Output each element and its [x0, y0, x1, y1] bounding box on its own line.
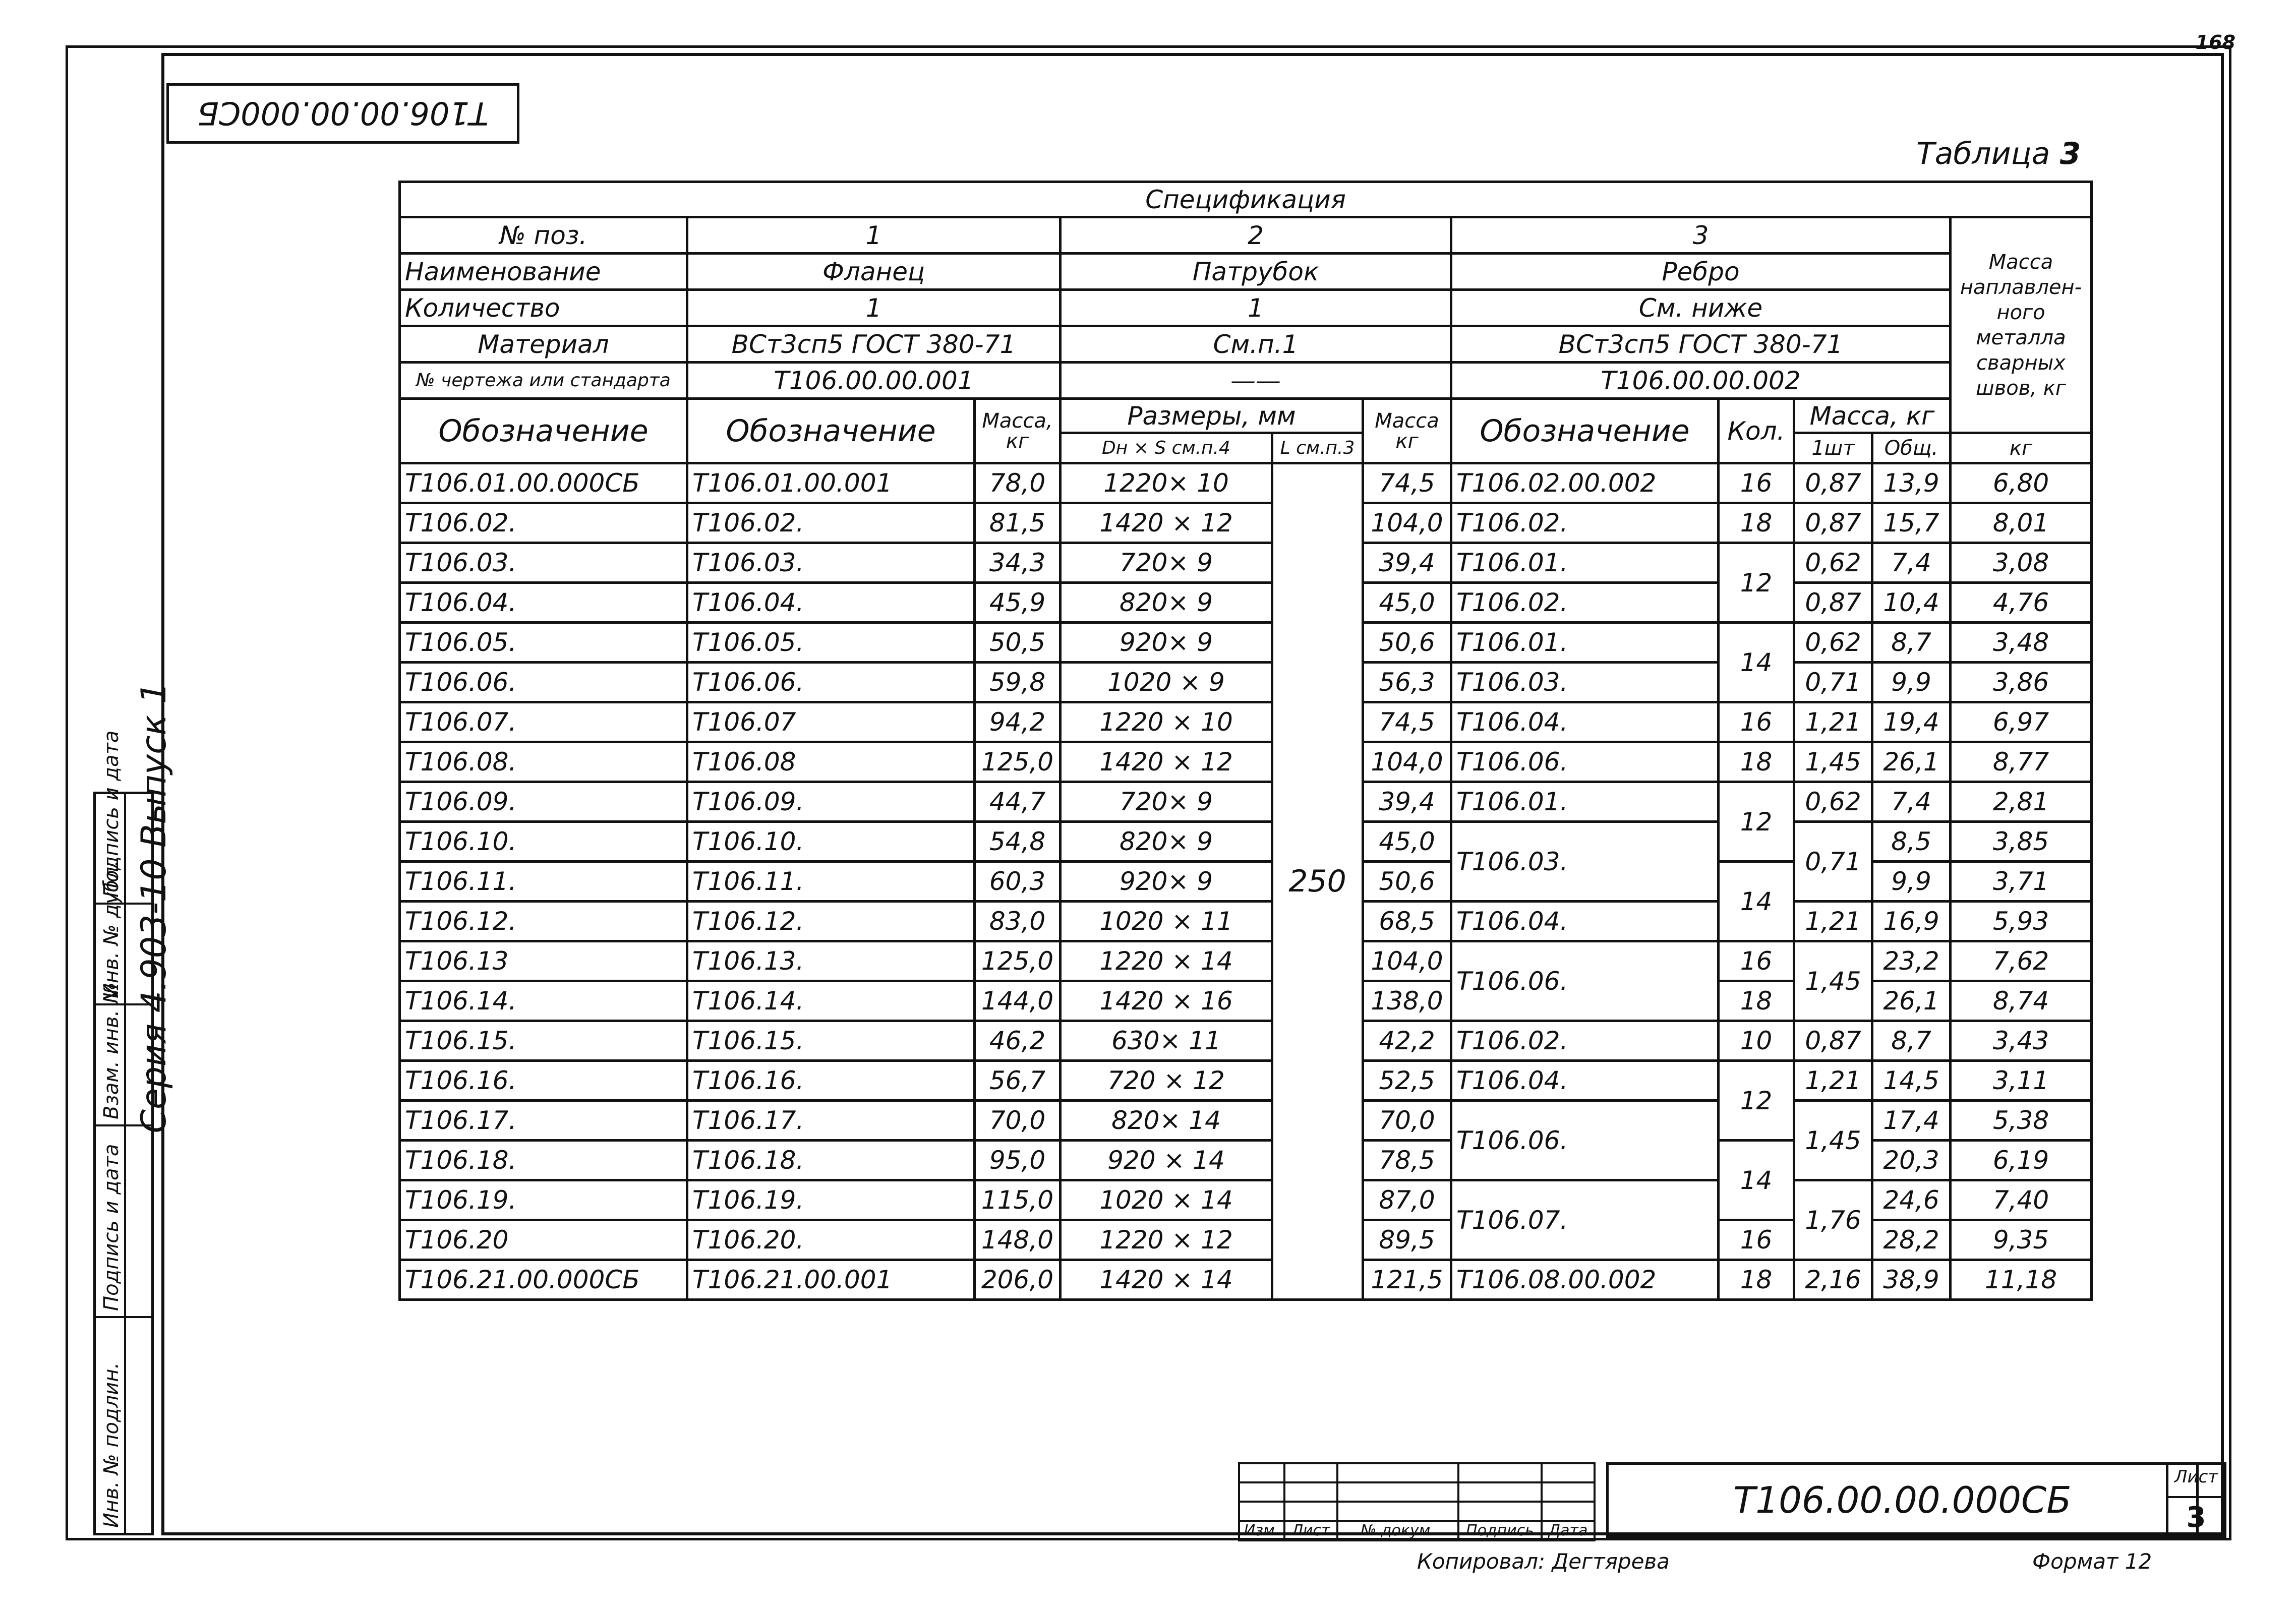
row-label-material: Материал — [400, 326, 687, 363]
rib-mass-total: 15,7 — [1872, 503, 1951, 543]
rev-header-doc: № докум. — [1337, 1521, 1458, 1540]
designation: Т106.10. — [400, 822, 687, 862]
rib-qty: 14 — [1719, 862, 1794, 941]
pipe-dn-s: 1020 × 9 — [1061, 663, 1272, 702]
rib-mass-one: 0,71 — [1794, 663, 1872, 702]
pipe-length: 250 — [1272, 463, 1363, 1300]
strip-label-0: Инв. № подлин. — [100, 1362, 123, 1528]
table-row — [400, 463, 2092, 503]
pipe-dn-s: 820× 14 — [1061, 1101, 1272, 1141]
table-row — [400, 1180, 2092, 1220]
pipe-mass: 78,5 — [1363, 1141, 1451, 1180]
rib-qty: 12 — [1719, 1061, 1794, 1141]
rib-qty: 18 — [1719, 981, 1794, 1021]
table-row — [400, 822, 2092, 862]
group-3-qty: См. ниже — [1451, 290, 1951, 326]
strip-label-2: Взам. инв. № — [100, 982, 123, 1119]
pipe-mass: 45,0 — [1363, 822, 1451, 862]
pipe-mass: 50,6 — [1363, 623, 1451, 663]
designation: Т106.20 — [400, 1220, 687, 1260]
col-total: Общ. — [1872, 433, 1951, 463]
group-3-material: ВСт3сп5 ГОСТ 380-71 — [1451, 326, 1951, 363]
table-row — [400, 583, 2092, 623]
flange-designation: Т106.05. — [687, 623, 975, 663]
flange-mass: 144,0 — [975, 981, 1061, 1021]
flange-mass: 78,0 — [975, 463, 1061, 503]
rib-mass-total: 8,7 — [1872, 1021, 1951, 1061]
table-row — [400, 1101, 2092, 1141]
group-1-qty: 1 — [687, 290, 1061, 326]
rib-mass-total: 28,2 — [1872, 1220, 1951, 1260]
pipe-mass: 52,5 — [1363, 1061, 1451, 1101]
flange-mass: 206,0 — [975, 1260, 1061, 1300]
col-flange-designation: Обозначение — [687, 399, 975, 463]
group-3-name: Ребро — [1451, 254, 1951, 290]
rib-mass-one: 1,76 — [1794, 1180, 1872, 1260]
group-3-drawing: Т106.00.00.002 — [1451, 363, 1951, 399]
pipe-mass: 68,5 — [1363, 902, 1451, 941]
table-row — [400, 742, 2092, 782]
designation: Т106.01.00.000СБ — [400, 463, 687, 503]
col-rib-designation: Обозначение — [1451, 399, 1719, 463]
weld-mass: 5,93 — [1951, 902, 2092, 941]
strip-cell-replaced-inv — [96, 982, 151, 1124]
pipe-mass: 45,0 — [1363, 583, 1451, 623]
flange-designation: Т106.03. — [687, 543, 975, 583]
pipe-dn-s: 720 × 12 — [1061, 1061, 1272, 1101]
rotated-code-box — [166, 83, 519, 144]
weld-mass: 9,35 — [1951, 1220, 2092, 1260]
flange-mass: 70,0 — [975, 1101, 1061, 1141]
rib-mass-one: 0,87 — [1794, 583, 1872, 623]
strip-cell-orig-inv — [96, 1316, 151, 1533]
rib-mass-total: 20,3 — [1872, 1141, 1951, 1180]
rib-designation: Т106.02.00.002 — [1451, 463, 1719, 503]
pipe-dn-s: 1420 × 16 — [1061, 981, 1272, 1021]
weld-mass: 3,71 — [1951, 862, 2092, 902]
flange-mass: 148,0 — [975, 1220, 1061, 1260]
row-label-drawing: № чертежа или стандарта — [400, 363, 687, 399]
weld-mass: 6,80 — [1951, 463, 2092, 503]
format-label: Формат 12 — [2032, 1549, 2152, 1574]
flange-designation: Т106.21.00.001 — [687, 1260, 975, 1300]
rib-mass-one: 0,62 — [1794, 623, 1872, 663]
rib-mass-total: 24,6 — [1872, 1180, 1951, 1220]
flange-mass: 59,8 — [975, 663, 1061, 702]
flange-mass: 44,7 — [975, 782, 1061, 822]
title-block — [1238, 1462, 2224, 1548]
rotated-document-code: T106.00.00.000СБ — [197, 95, 489, 132]
col-weld-unit: кг — [1951, 433, 2092, 463]
rib-designation: Т106.03. — [1451, 663, 1719, 702]
flange-mass: 81,5 — [975, 503, 1061, 543]
flange-mass: 46,2 — [975, 1021, 1061, 1061]
rib-designation: Т106.06. — [1451, 941, 1719, 1021]
flange-mass: 34,3 — [975, 543, 1061, 583]
rev-header-change: Изм. — [1239, 1521, 1284, 1540]
designation: Т106.02. — [400, 503, 687, 543]
designation: Т106.14. — [400, 981, 687, 1021]
pipe-dn-s: 630× 11 — [1061, 1021, 1272, 1061]
rib-designation: Т106.02. — [1451, 1021, 1719, 1061]
rib-qty: 10 — [1719, 1021, 1794, 1061]
signature-strip — [93, 730, 154, 1535]
flange-designation: Т106.18. — [687, 1141, 975, 1180]
table-caption-number: 3 — [2059, 136, 2081, 171]
rib-designation: Т106.01. — [1451, 623, 1719, 663]
pipe-mass: 42,2 — [1363, 1021, 1451, 1061]
designation: Т106.19. — [400, 1180, 687, 1220]
rev-header-sign: Подпись — [1458, 1521, 1542, 1540]
pipe-mass: 87,0 — [1363, 1180, 1451, 1220]
weld-mass: 3,43 — [1951, 1021, 2092, 1061]
rib-mass-total: 8,5 — [1872, 822, 1951, 862]
flange-designation: Т106.19. — [687, 1180, 975, 1220]
weld-mass: 3,86 — [1951, 663, 2092, 702]
pipe-dn-s: 820× 9 — [1061, 583, 1272, 623]
table-caption-prefix: Таблица — [1916, 136, 2050, 171]
designation: Т106.06. — [400, 663, 687, 702]
row-label-qty: Количество — [400, 290, 687, 326]
rib-mass-total: 26,1 — [1872, 742, 1951, 782]
rib-qty: 14 — [1719, 1141, 1794, 1220]
flange-designation: Т106.14. — [687, 981, 975, 1021]
rib-mass-one: 1,21 — [1794, 902, 1872, 941]
rib-mass-one: 1,45 — [1794, 742, 1872, 782]
pipe-dn-s: 1020 × 11 — [1061, 902, 1272, 941]
table-row — [400, 503, 2092, 543]
pipe-mass: 138,0 — [1363, 981, 1451, 1021]
table-row — [400, 702, 2092, 742]
rib-mass-one: 0,87 — [1794, 463, 1872, 503]
flange-designation: Т106.09. — [687, 782, 975, 822]
table-row — [400, 1061, 2092, 1101]
sheet-box — [2166, 1462, 2226, 1538]
table-row — [400, 941, 2092, 981]
group-2-material: См.п.1 — [1061, 326, 1451, 363]
copied-by: Копировал: Дегтярева — [1417, 1549, 1670, 1574]
rib-mass-one: 0,62 — [1794, 782, 1872, 822]
flange-designation: Т106.02. — [687, 503, 975, 543]
flange-mass: 60,3 — [975, 862, 1061, 902]
flange-designation: Т106.11. — [687, 862, 975, 902]
rib-mass-one: 0,87 — [1794, 503, 1872, 543]
specification-table — [398, 181, 2093, 1301]
weld-mass: 8,74 — [1951, 981, 2092, 1021]
rib-mass-one: 0,71 — [1794, 822, 1872, 902]
weld-mass: 8,77 — [1951, 742, 2092, 782]
spec-title: Спецификация — [400, 182, 2092, 217]
rib-qty: 14 — [1719, 623, 1794, 702]
weld-mass: 4,76 — [1951, 583, 2092, 623]
table-row — [400, 782, 2092, 822]
designation: Т106.08. — [400, 742, 687, 782]
col-one-piece: 1шт — [1794, 433, 1872, 463]
rib-mass-one: 0,62 — [1794, 543, 1872, 583]
weld-mass: 6,97 — [1951, 702, 2092, 742]
rib-designation: Т106.03. — [1451, 822, 1719, 902]
pipe-dn-s: 820× 9 — [1061, 822, 1272, 862]
group-1-drawing: Т106.00.00.001 — [687, 363, 1061, 399]
strip-label-4: Подпись и дата — [100, 730, 123, 898]
row-label-pos: № поз. — [400, 217, 687, 254]
rib-qty: 12 — [1719, 782, 1794, 862]
rib-designation: Т106.04. — [1451, 702, 1719, 742]
col-dn-s: Dн × S см.п.4 — [1061, 433, 1272, 463]
pipe-mass: 70,0 — [1363, 1101, 1451, 1141]
rib-mass-total: 7,4 — [1872, 543, 1951, 583]
pipe-mass: 56,3 — [1363, 663, 1451, 702]
rib-mass-total: 9,9 — [1872, 862, 1951, 902]
weld-mass: 7,62 — [1951, 941, 2092, 981]
weld-mass: 3,48 — [1951, 623, 2092, 663]
rib-mass-one: 1,21 — [1794, 702, 1872, 742]
rib-designation: Т106.07. — [1451, 1180, 1719, 1260]
pipe-mass: 39,4 — [1363, 782, 1451, 822]
rib-designation: Т106.02. — [1451, 583, 1719, 623]
pipe-dn-s: 1220× 10 — [1061, 463, 1272, 503]
weld-mass: 2,81 — [1951, 782, 2092, 822]
rib-mass-total: 17,4 — [1872, 1101, 1951, 1141]
col-rib-mass: Масса, кг — [1794, 399, 1951, 433]
table-row — [400, 1260, 2092, 1300]
rib-mass-one: 1,45 — [1794, 1101, 1872, 1180]
pipe-mass: 104,0 — [1363, 941, 1451, 981]
group-2-drawing: —— — [1061, 363, 1451, 399]
flange-mass: 50,5 — [975, 623, 1061, 663]
pipe-dn-s: 920× 9 — [1061, 862, 1272, 902]
pipe-mass: 89,5 — [1363, 1220, 1451, 1260]
col-qty: Кол. — [1719, 399, 1794, 463]
table-row — [400, 663, 2092, 702]
strip-cell-sign-date — [96, 1124, 151, 1316]
pipe-mass: 104,0 — [1363, 742, 1451, 782]
flange-mass: 45,9 — [975, 583, 1061, 623]
rib-mass-total: 7,4 — [1872, 782, 1951, 822]
flange-mass: 83,0 — [975, 902, 1061, 941]
flange-mass: 94,2 — [975, 702, 1061, 742]
pipe-dn-s: 920 × 14 — [1061, 1141, 1272, 1180]
pipe-dn-s: 1420 × 14 — [1061, 1260, 1272, 1300]
designation: Т106.11. — [400, 862, 687, 902]
flange-designation: Т106.16. — [687, 1061, 975, 1101]
rib-qty: 16 — [1719, 1220, 1794, 1260]
flange-designation: Т106.01.00.001 — [687, 463, 975, 503]
rib-designation: Т106.08.00.002 — [1451, 1260, 1719, 1300]
document-code: Т106.00.00.000СБ — [1606, 1462, 2199, 1538]
designation: Т106.18. — [400, 1141, 687, 1180]
pipe-dn-s: 720× 9 — [1061, 543, 1272, 583]
rev-header-date: Дата — [1542, 1521, 1595, 1540]
col-flange-mass: Масса, кг — [975, 399, 1061, 463]
table-caption — [1916, 136, 2081, 171]
pipe-dn-s: 720× 9 — [1061, 782, 1272, 822]
rib-designation: Т106.04. — [1451, 1061, 1719, 1101]
pipe-mass: 104,0 — [1363, 503, 1451, 543]
weld-mass: 11,18 — [1951, 1260, 2092, 1300]
weld-mass: 3,85 — [1951, 822, 2092, 862]
pipe-dn-s: 1020 × 14 — [1061, 1180, 1272, 1220]
flange-designation: Т106.17. — [687, 1101, 975, 1141]
designation: Т106.13 — [400, 941, 687, 981]
weld-mass: 7,40 — [1951, 1180, 2092, 1220]
rib-mass-one: 0,87 — [1794, 1021, 1872, 1061]
rib-mass-total: 10,4 — [1872, 583, 1951, 623]
group-3-pos: 3 — [1451, 217, 1951, 254]
designation: Т106.05. — [400, 623, 687, 663]
weld-mass: 3,08 — [1951, 543, 2092, 583]
designation: Т106.17. — [400, 1101, 687, 1141]
rib-qty: 12 — [1719, 543, 1794, 623]
rev-header-sheet: Лист — [1284, 1521, 1337, 1540]
weld-mass-header: Масса наплавлен-ного металла сварных швов, кг — [1951, 217, 2092, 433]
rib-qty: 16 — [1719, 941, 1794, 981]
pipe-mass: 39,4 — [1363, 543, 1451, 583]
strip-label-1: Подпись и дата — [100, 1144, 123, 1311]
pipe-mass: 50,6 — [1363, 862, 1451, 902]
group-1-material: ВСт3сп5 ГОСТ 380-71 — [687, 326, 1061, 363]
designation: Т106.15. — [400, 1021, 687, 1061]
flange-designation: Т106.10. — [687, 822, 975, 862]
rib-qty: 18 — [1719, 503, 1794, 543]
rib-mass-total: 13,9 — [1872, 463, 1951, 503]
row-label-name: Наименование — [400, 254, 687, 290]
rib-mass-total: 9,9 — [1872, 663, 1951, 702]
flange-mass: 125,0 — [975, 742, 1061, 782]
sheet-number: 3 — [2186, 1501, 2206, 1534]
weld-mass: 3,11 — [1951, 1061, 2092, 1101]
flange-designation: Т106.04. — [687, 583, 975, 623]
rib-mass-total: 23,2 — [1872, 941, 1951, 981]
rib-mass-total: 38,9 — [1872, 1260, 1951, 1300]
designation: Т106.16. — [400, 1061, 687, 1101]
page-number: 168 — [2195, 31, 2235, 53]
group-2-name: Патрубок — [1061, 254, 1451, 290]
series-label: Серия 4.903-10 Выпуск 1 — [134, 682, 174, 1134]
flange-designation: Т106.12. — [687, 902, 975, 941]
rib-qty: 16 — [1719, 463, 1794, 503]
group-2-pos: 2 — [1061, 217, 1451, 254]
flange-mass: 115,0 — [975, 1180, 1061, 1220]
rib-designation: Т106.06. — [1451, 742, 1719, 782]
pipe-mass: 74,5 — [1363, 702, 1451, 742]
weld-mass: 8,01 — [1951, 503, 2092, 543]
rib-designation: Т106.02. — [1451, 503, 1719, 543]
rib-mass-total: 16,9 — [1872, 902, 1951, 941]
designation: Т106.07. — [400, 702, 687, 742]
table-row — [400, 1021, 2092, 1061]
pipe-dn-s: 1420 × 12 — [1061, 742, 1272, 782]
rib-designation: Т106.01. — [1451, 782, 1719, 822]
col-pipe-mass: Масса кг — [1363, 399, 1451, 463]
sheet-label: Лист — [2168, 1467, 2224, 1498]
weld-mass: 6,19 — [1951, 1141, 2092, 1180]
designation: Т106.21.00.000СБ — [400, 1260, 687, 1300]
flange-designation: Т106.06. — [687, 663, 975, 702]
group-1-name: Фланец — [687, 254, 1061, 290]
weld-mass: 5,38 — [1951, 1101, 2092, 1141]
rib-designation: Т106.04. — [1451, 902, 1719, 941]
rib-mass-total: 14,5 — [1872, 1061, 1951, 1101]
rib-mass-total: 19,4 — [1872, 702, 1951, 742]
pipe-dn-s: 1220 × 14 — [1061, 941, 1272, 981]
rib-qty: 16 — [1719, 702, 1794, 742]
flange-mass: 54,8 — [975, 822, 1061, 862]
flange-mass: 125,0 — [975, 941, 1061, 981]
designation: Т106.09. — [400, 782, 687, 822]
strip-label-3: Инв. № дубл. — [100, 860, 123, 998]
designation: Т106.03. — [400, 543, 687, 583]
col-sizes: Размеры, мм — [1061, 399, 1363, 433]
flange-designation: Т106.07 — [687, 702, 975, 742]
col-designation: Обозначение — [400, 399, 687, 463]
col-length: L см.п.3 — [1272, 433, 1363, 463]
rib-designation: Т106.01. — [1451, 543, 1719, 583]
pipe-mass: 121,5 — [1363, 1260, 1451, 1300]
rib-qty: 18 — [1719, 1260, 1794, 1300]
pipe-mass: 74,5 — [1363, 463, 1451, 503]
table-row — [400, 543, 2092, 583]
rib-mass-total: 8,7 — [1872, 623, 1951, 663]
flange-mass: 56,7 — [975, 1061, 1061, 1101]
group-2-qty: 1 — [1061, 290, 1451, 326]
designation: Т106.12. — [400, 902, 687, 941]
flange-designation: Т106.08 — [687, 742, 975, 782]
rib-mass-total: 26,1 — [1872, 981, 1951, 1021]
pipe-dn-s: 1220 × 10 — [1061, 702, 1272, 742]
flange-designation: Т106.20. — [687, 1220, 975, 1260]
table-row — [400, 623, 2092, 663]
flange-designation: Т106.13. — [687, 941, 975, 981]
pipe-dn-s: 1220 × 12 — [1061, 1220, 1272, 1260]
table-row — [400, 902, 2092, 941]
designation: Т106.04. — [400, 583, 687, 623]
flange-designation: Т106.15. — [687, 1021, 975, 1061]
pipe-dn-s: 1420 × 12 — [1061, 503, 1272, 543]
rib-mass-one: 1,21 — [1794, 1061, 1872, 1101]
group-1-pos: 1 — [687, 217, 1061, 254]
revision-grid — [1238, 1462, 1596, 1541]
pipe-dn-s: 920× 9 — [1061, 623, 1272, 663]
rib-mass-one: 2,16 — [1794, 1260, 1872, 1300]
rib-qty: 18 — [1719, 742, 1794, 782]
rib-designation: Т106.06. — [1451, 1101, 1719, 1180]
flange-mass: 95,0 — [975, 1141, 1061, 1180]
rib-mass-one: 1,45 — [1794, 941, 1872, 1021]
